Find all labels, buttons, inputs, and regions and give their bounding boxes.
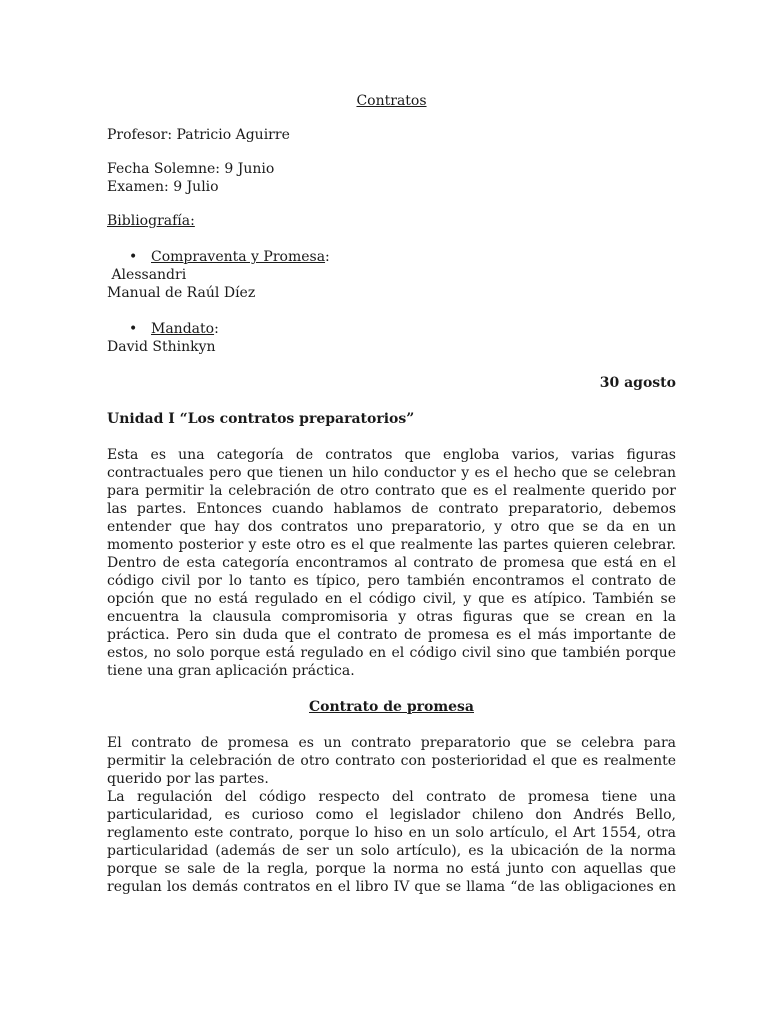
paragraph-line: contractuales pero que tienen un hilo conductor y es el hecho que se celebran [107, 465, 676, 481]
paragraph-line: El contrato de promesa es un contrato preparatorio que se celebra para [107, 735, 676, 751]
bib-label: Compraventa y Promesa [151, 249, 326, 265]
bibliografia-heading: Bibliografía: [107, 213, 195, 229]
examen-line: Examen: 9 Julio [107, 179, 219, 195]
paragraph-line: querido por las partes. [107, 771, 269, 787]
paragraph-line: reglamento este contrato, porque lo hiso en un solo artículo, el Art 1554, otra [107, 825, 676, 841]
bib-entry: Alessandri [107, 267, 187, 283]
paragraph-line: estos, no solo porque está regulado en el código civil sino que también porque [107, 645, 676, 661]
document-title-row [107, 92, 676, 110]
paragraph-line: opción que no está regulado en el código civil, y que es atípico. También se [107, 591, 676, 607]
bullet-icon: • [129, 321, 138, 337]
paragraph-line: La regulación del código respecto del contrato de promesa tiene una [107, 789, 676, 805]
bib-item-compraventa [107, 248, 676, 266]
document-title: Contratos [356, 93, 427, 109]
paragraph-line: regulan los demás contratos en el libro IV que se llama “de las obligaciones en [107, 879, 676, 895]
date-line: 30 agosto [599, 375, 676, 391]
fecha-solemne-line: Fecha Solemne: 9 Junio [107, 161, 275, 177]
bib-entry: Manual de Raúl Díez [107, 285, 256, 301]
paragraph-line: particularidad (además de ser un solo artículo), es la ubicación de la norma [107, 843, 676, 859]
paragraph-line: práctica. Pero sin duda que el contrato de promesa es el más importante de [107, 627, 676, 643]
paragraph-line: encuentra la clausula compromisoria y otras figuras que se crean en la [107, 609, 676, 625]
paragraph-line: las partes. Entonces cuando hablamos de contrato preparatorio, debemos [107, 501, 676, 517]
paragraph-line: particularidad, es curioso como el legislador chileno don Andrés Bello, [107, 807, 676, 823]
paragraph-intro [107, 446, 676, 680]
bib-item-mandato [107, 320, 676, 338]
section-heading: Contrato de promesa [309, 699, 474, 715]
paragraph-definition [107, 734, 676, 788]
paragraph-line: entender que hay dos contratos uno preparatorio, y otro que se da en un [107, 519, 676, 535]
paragraph-line: tiene una gran aplicación práctica. [107, 663, 355, 679]
bullet-icon: • [129, 249, 138, 265]
paragraph-line: momento posterior y este otro es el que realmente las partes quieren celebrar. [107, 537, 676, 553]
paragraph-line: para permitir la celebración de otro contrato que es el realmente querido por [107, 483, 676, 499]
unit-heading: Unidad I “Los contratos preparatorios” [107, 411, 415, 427]
paragraph-line: porque se sale de la regla, porque la norma no está junto con aquellas que [107, 861, 676, 877]
paragraph-regulation [107, 788, 676, 896]
bib-label-suffix: : [325, 249, 330, 265]
document-page [107, 92, 676, 896]
profesor-line: Profesor: Patricio Aguirre [107, 127, 290, 143]
paragraph-line: código civil por lo tanto es típico, pero también encontramos el contrato de [107, 573, 676, 589]
paragraph-line: permitir la celebración de otro contrato con posterioridad el que es realmente [107, 753, 676, 769]
bib-label-suffix: : [214, 321, 219, 337]
paragraph-line: Dentro de esta categoría encontramos al contrato de promesa que está en el [107, 555, 676, 571]
bib-entry: David Sthinkyn [107, 339, 216, 355]
paragraph-line: Esta es una categoría de contratos que engloba varios, varias figuras [107, 447, 676, 463]
bib-label: Mandato [151, 321, 215, 337]
section-heading-row [107, 698, 676, 716]
